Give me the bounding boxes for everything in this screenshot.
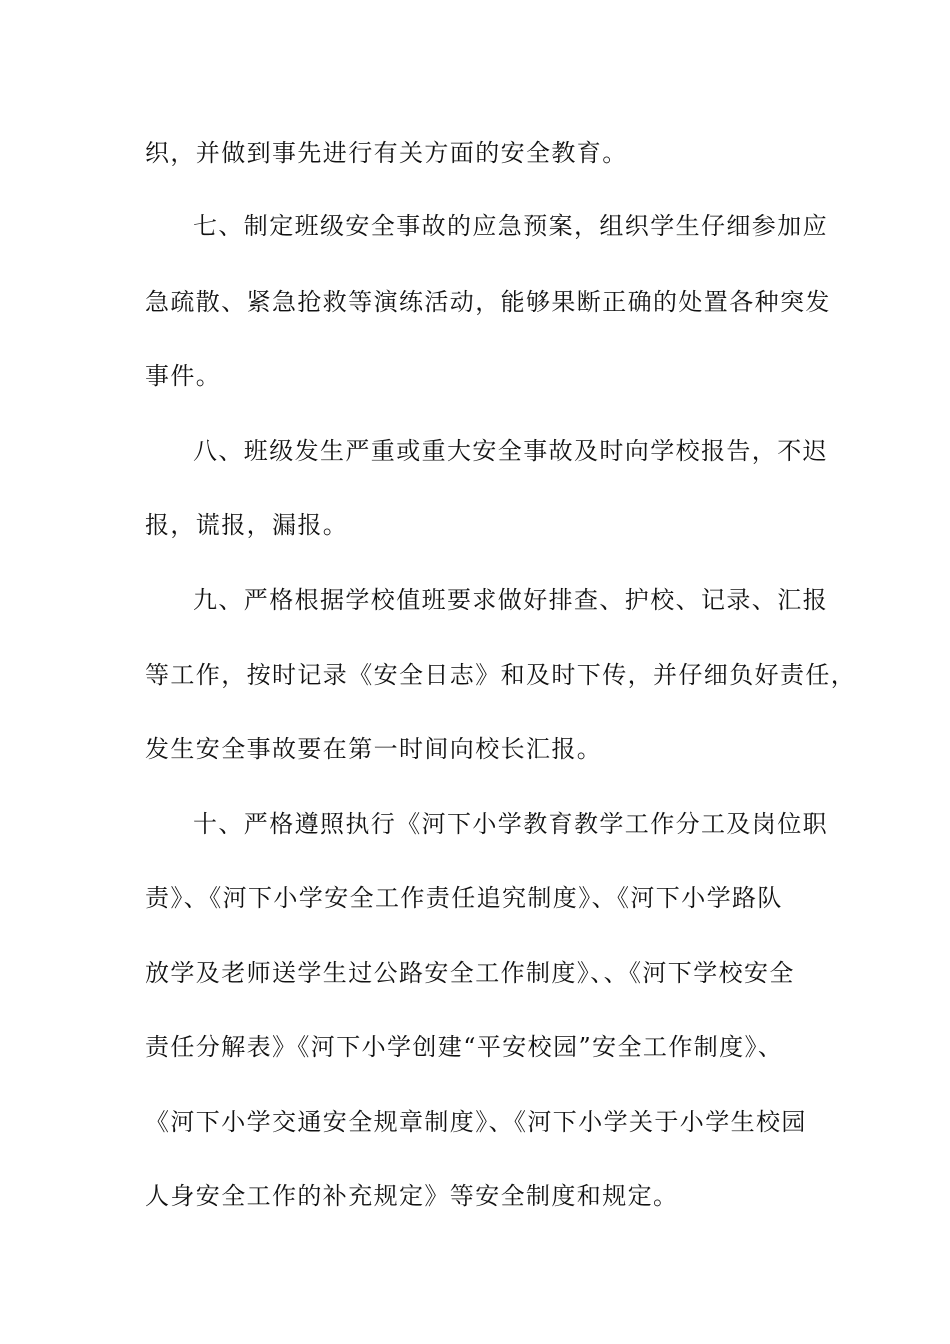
paragraph-9-line: 九、严格根据学校值班要求做好排查、护校、记录、汇报 (193, 586, 828, 614)
text-line: 报，谎报，漏报。 (145, 511, 349, 539)
text-line: 等工作，按时记录《安全日志》和及时下传，并仔细负好责任， (145, 661, 857, 689)
text-line: 《河下小学交通安全规章制度》、《河下小学关于小学生校园 (145, 1108, 807, 1136)
text-line: 发生安全事故要在第一时间向校长汇报。 (145, 735, 603, 763)
text-line: 责任分解表》《河下小学创建“平安校园”安全工作制度》、 (145, 1033, 784, 1061)
paragraph-10-line: 十、严格遵照执行《河下小学教育教学工作分工及岗位职 (193, 810, 828, 838)
text-line: 责》、《河下小学安全工作责任追究制度》、《河下小学路队 (145, 884, 783, 912)
text-line: 急疏散、紧急抢救等演练活动，能够果断正确的处置各种突发 (145, 288, 831, 316)
text-line: 织，并做到事先进行有关方面的安全教育。 (145, 139, 628, 167)
text-line: 事件。 (145, 362, 222, 390)
paragraph-8-line: 八、班级发生严重或重大安全事故及时向学校报告，不迟 (193, 437, 828, 465)
text-line: 放学及老师送学生过公路安全工作制度》、、《河下学校安全 (145, 959, 795, 987)
paragraph-7-line: 七、制定班级安全事故的应急预案，组织学生仔细参加应 (193, 212, 828, 240)
text-line: 人身安全工作的补充规定》等安全制度和规定。 (145, 1182, 679, 1210)
